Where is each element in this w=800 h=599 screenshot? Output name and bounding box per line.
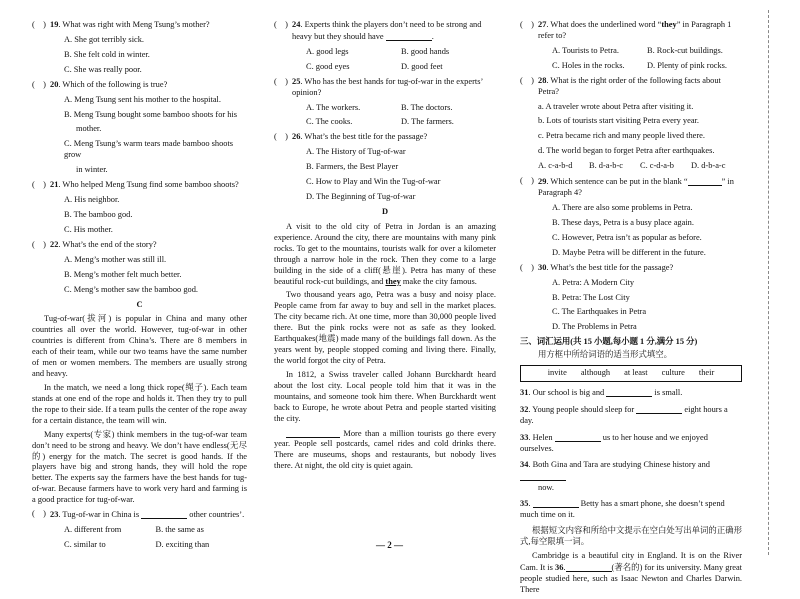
answer-blank[interactable] bbox=[555, 432, 601, 442]
question-28: ( ) 28. What is the right order of the following facts about Petra? a. A traveler wrote about Petra after visiting it. b. Lots of tourists start visiting Petra every year. c. Petra became rich and many people lived there. d. The world began to forget Petra after earthquakes. A. c-a-b-d B. d-a-b-c C. c-d-a-b D. d-b-a-c bbox=[520, 76, 742, 172]
question-26: ( ) 26. What’s the best title for the passage? A. The History of Tug-of-war B. Farmers, the Best Player C. How to Play and Win the Tug-of-war D. The Beginning of Tug-of-war bbox=[274, 132, 496, 203]
section-heading-d: D bbox=[381, 206, 389, 216]
option: mother. bbox=[76, 124, 102, 134]
question-stem: Paragraph 4? bbox=[538, 188, 582, 198]
option: C. The Earthquakes in Petra bbox=[552, 307, 647, 317]
column-left bbox=[32, 20, 247, 555]
passage-c-paragraph: In the match, we need a long thick rope(绳子). Each team stands at one end of the rope and holds it. Then they try to pull the rope to their side. If a team pulls the center of the rope away for a certain distance, the team will win. bbox=[32, 382, 247, 425]
passage-d-paragraph: A visit to the old city of Petra in Jordan is an amazing experience. Around the city, there are mountains with many pink rocks. To get to the mountains, tourists walk for over a kilometer through a narrow hole in the rock. Then they come to a large building in the side of a cliff(悬崖). Petra has many of these beautiful rock-cut buildings, and they make the city famous. bbox=[274, 221, 496, 286]
option: B. The doctors. bbox=[401, 102, 453, 112]
word: invite bbox=[547, 368, 567, 378]
section-heading-c: C bbox=[136, 299, 143, 309]
question-stem: opinion? bbox=[292, 87, 322, 97]
option: a. A traveler wrote about Petra after visiting it. bbox=[538, 101, 694, 111]
option: C. good eyes bbox=[306, 61, 350, 71]
option: A. Meng Tsung sent his mother to the hospital. bbox=[64, 94, 221, 104]
question-30: ( ) 30. What’s the best title for the passage? A. Petra: A Modern City B. Petra: The Lost City C. The Earthquakes in Petra D. The Problems in Petra bbox=[520, 263, 742, 334]
question-23: ( ) 23. Tug-of-war in China is other countries’. A. different from B. the same as C. similar to D. exciting than bbox=[32, 509, 247, 551]
answer-blank[interactable] bbox=[533, 498, 579, 508]
option: B. Meng Tsung bought some bamboo shoots for his bbox=[64, 109, 238, 119]
column-right bbox=[520, 20, 742, 599]
option: C. The cooks. bbox=[306, 117, 353, 127]
question-27: ( ) 27. What does the underlined word “they” in Paragraph 1 refer to? A. Tourists to Petra. B. Rock-cut buildings. C. Holes in the rocks. D. Plenty of pink rocks. bbox=[520, 20, 742, 72]
question-29: ( ) 29. Which sentence can be put in the blank “ ” in Paragraph 4? A. There are also some problems in Petra. B. These days, Petra is a busy place again. C. However, Petra isn’t as popular as before. D. Maybe Petra will be different in the future. bbox=[520, 176, 742, 259]
option: A. Meng’s mother was still ill. bbox=[64, 254, 167, 264]
option: B. The bamboo god. bbox=[64, 209, 133, 219]
column-middle bbox=[274, 20, 496, 475]
passage-d-paragraph: Two thousand years ago, Petra was a busy and noisy place. People came from far away to buy and sell in the market places. The city became rich. At one time, more than 30,000 people lived there. But the pink rocks were not as safe as they looked. Earthquakes(地震) made many of the buildings fall down. As the years went by, people stopped coming and living there. Finally, the world forgot the city of Petra. bbox=[274, 290, 496, 365]
option: C. similar to bbox=[64, 539, 106, 549]
option: A. Tourists to Petra. bbox=[552, 45, 619, 55]
page-number: — 2 — bbox=[376, 540, 403, 550]
option: B. These days, Petra is a busy place again. bbox=[552, 217, 694, 227]
option: D. good feet bbox=[401, 61, 443, 71]
option: C. Meng’s mother saw the bamboo god. bbox=[64, 284, 198, 294]
option: A. She got terribly sick. bbox=[64, 34, 145, 44]
fill-31: 31. Our school is big and is small. bbox=[520, 388, 683, 398]
word: culture bbox=[661, 368, 685, 378]
option: B. Farmers, the Best Player bbox=[306, 162, 399, 172]
option: A. good legs bbox=[306, 46, 349, 56]
option: C. However, Petra isn’t as popular as before. bbox=[552, 232, 702, 242]
fill-35: 35. Betty has a smart phone, she doesn’t spend much time on it. bbox=[520, 499, 725, 520]
answer-blank[interactable] bbox=[141, 509, 187, 519]
option: D. Maybe Petra will be different in the future. bbox=[552, 247, 706, 257]
option: d. The world began to forget Petra after earthquakes. bbox=[538, 146, 715, 156]
option: D. The Beginning of Tug-of-war bbox=[306, 192, 416, 202]
option: A. different from bbox=[64, 525, 122, 535]
answer-blank[interactable] bbox=[606, 387, 652, 397]
answer-blank[interactable] bbox=[566, 562, 612, 572]
answer-blank[interactable] bbox=[636, 404, 682, 414]
answer-blank[interactable] bbox=[286, 428, 340, 438]
word: at least bbox=[624, 368, 648, 378]
passage-d-paragraph: More than a million tourists go there every year. People sell postcards, camel rides and cold drinks there. There are museums, shops and restaurants, but nobody lives there. At night, the old city is quiet again. bbox=[274, 428, 497, 471]
option: D. d-b-a-c bbox=[691, 161, 726, 171]
instruction: 根据短文内容和所给中文提示在空白处写出单词的正确形式,每空限填一词。 bbox=[520, 526, 742, 547]
word-box bbox=[520, 365, 742, 382]
question-20: ( ) 20. Which of the following is true? A. Meng Tsung sent his mother to the hospital. B. Meng Tsung bought some bamboo shoots for his mother. C. Meng Tsung’s warm tears made bamboo shoots grow in winter. bbox=[32, 80, 247, 176]
option: A. His neighbor. bbox=[64, 195, 120, 205]
option: A. Petra: A Modern City bbox=[552, 277, 635, 287]
question-25: ( ) 25. Who has the best hands for tug-of-war in the experts’ opinion? A. The workers. B. The doctors. C. The cooks. D. The farmers. bbox=[274, 77, 496, 129]
option: B. Rock-cut buildings. bbox=[647, 45, 723, 55]
fill-33: 33. Helen us to her house and we enjoyed ourselves. bbox=[520, 432, 708, 453]
question-19: ( ) 19. What was right with Meng Tsung’s mother? A. She got terribly sick. B. She felt cold in winter. C. She was really poor. bbox=[32, 20, 247, 76]
instruction: 用方框中所给词语的适当形式填空。 bbox=[538, 350, 672, 360]
answer-blank[interactable] bbox=[688, 176, 722, 186]
option: D. exciting than bbox=[155, 539, 210, 549]
section-three-title: 三、词汇运用(共 15 小题,每小题 1 分,满分 15 分) bbox=[520, 337, 698, 347]
option: A. The workers. bbox=[306, 102, 361, 112]
option: B. Petra: The Lost City bbox=[552, 292, 630, 302]
question-22: ( ) 22. What’s the end of the story? A. Meng’s mother was still ill. B. Meng’s mother felt much better. C. Meng’s mother saw the bamboo god. bbox=[32, 240, 247, 296]
option: A. There are also some problems in Petra. bbox=[552, 202, 693, 212]
option: D. The Problems in Petra bbox=[552, 322, 637, 332]
option: B. She felt cold in winter. bbox=[64, 49, 150, 59]
answer-blank[interactable] bbox=[386, 31, 432, 41]
option: B. Meng’s mother felt much better. bbox=[64, 269, 182, 279]
option: C. How to Play and Win the Tug-of-war bbox=[306, 177, 441, 187]
option: B. good hands bbox=[401, 46, 450, 56]
option: D. Plenty of pink rocks. bbox=[647, 60, 728, 70]
option: C. Meng Tsung’s warm tears made bamboo shoots grow bbox=[64, 139, 234, 160]
binding-margin-line bbox=[768, 10, 769, 555]
option: B. the same as bbox=[155, 525, 204, 535]
question-24: ( ) 24. Experts think the players don’t need to be strong and heavy but they should have . A. good legs B. good hands C. good eyes D. good feet bbox=[274, 20, 496, 73]
option: C. She was really poor. bbox=[64, 64, 142, 74]
underlined-word: they bbox=[385, 276, 401, 286]
answer-blank[interactable] bbox=[520, 471, 566, 481]
option: C. Holes in the rocks. bbox=[552, 60, 625, 70]
word: although bbox=[580, 368, 611, 378]
passage-e-paragraph: Cambridge is a beautiful city in England. It is on the River Cam. It is 36. (著名的) for its university. Many great people studied here, such as Isaac Newton and Charles Darwin. There bbox=[520, 551, 743, 594]
fill-32: 32. Young people should sleep for eight hours a day. bbox=[520, 404, 728, 425]
option: D. The farmers. bbox=[401, 117, 454, 127]
option: B. d-a-b-c bbox=[589, 161, 623, 171]
option: b. Lots of tourists start visiting Petra every year. bbox=[538, 116, 699, 126]
passage-c-paragraph: Tug-of-war(拔河) is popular in China and many other countries all over the world. However, tug-of-war in other countries is different from China’s. There are 8 members in each of their team, while our two teams have the same number of men or women members. The members are usually strong and heavy. bbox=[32, 314, 247, 379]
option: A. The History of Tug-of-war bbox=[306, 147, 406, 157]
word: their bbox=[698, 368, 715, 378]
option: C. c-d-a-b bbox=[640, 161, 674, 171]
fill-34: 34. Both Gina and Tara are studying Chinese history and now. bbox=[520, 459, 710, 492]
question-stem: refer to? bbox=[538, 30, 567, 40]
option: C. His mother. bbox=[64, 224, 113, 234]
passage-c-paragraph: Many experts(专家) think members in the tug-of-war team don’t need to be strong and heavy. We don’t have endless(无尽的) energy for the match. The secret is good hands. If the players have big and strong hands, they will hold the rope better. The experts say the farmers have the best hands for tug-of-war. Because farmers have to work very hard and farming is a good practice for tug-of-war. bbox=[32, 429, 247, 505]
option: A. c-a-b-d bbox=[538, 161, 573, 171]
question-21: ( ) 21. Who helped Meng Tsung find some bamboo shoots? A. His neighbor. B. The bamboo god. C. His mother. bbox=[32, 180, 247, 236]
option: in winter. bbox=[76, 165, 108, 175]
passage-d-paragraph: In 1812, a Swiss traveler called Johann Burckhardt heard about the lost city. Local people told him that it was in the mountains, and someone took him there. When Burckhardt went back to Europe, he wrote about Petra and people started visiting the city. bbox=[274, 369, 496, 423]
option: c. Petra became rich and many people lived there. bbox=[538, 131, 705, 141]
